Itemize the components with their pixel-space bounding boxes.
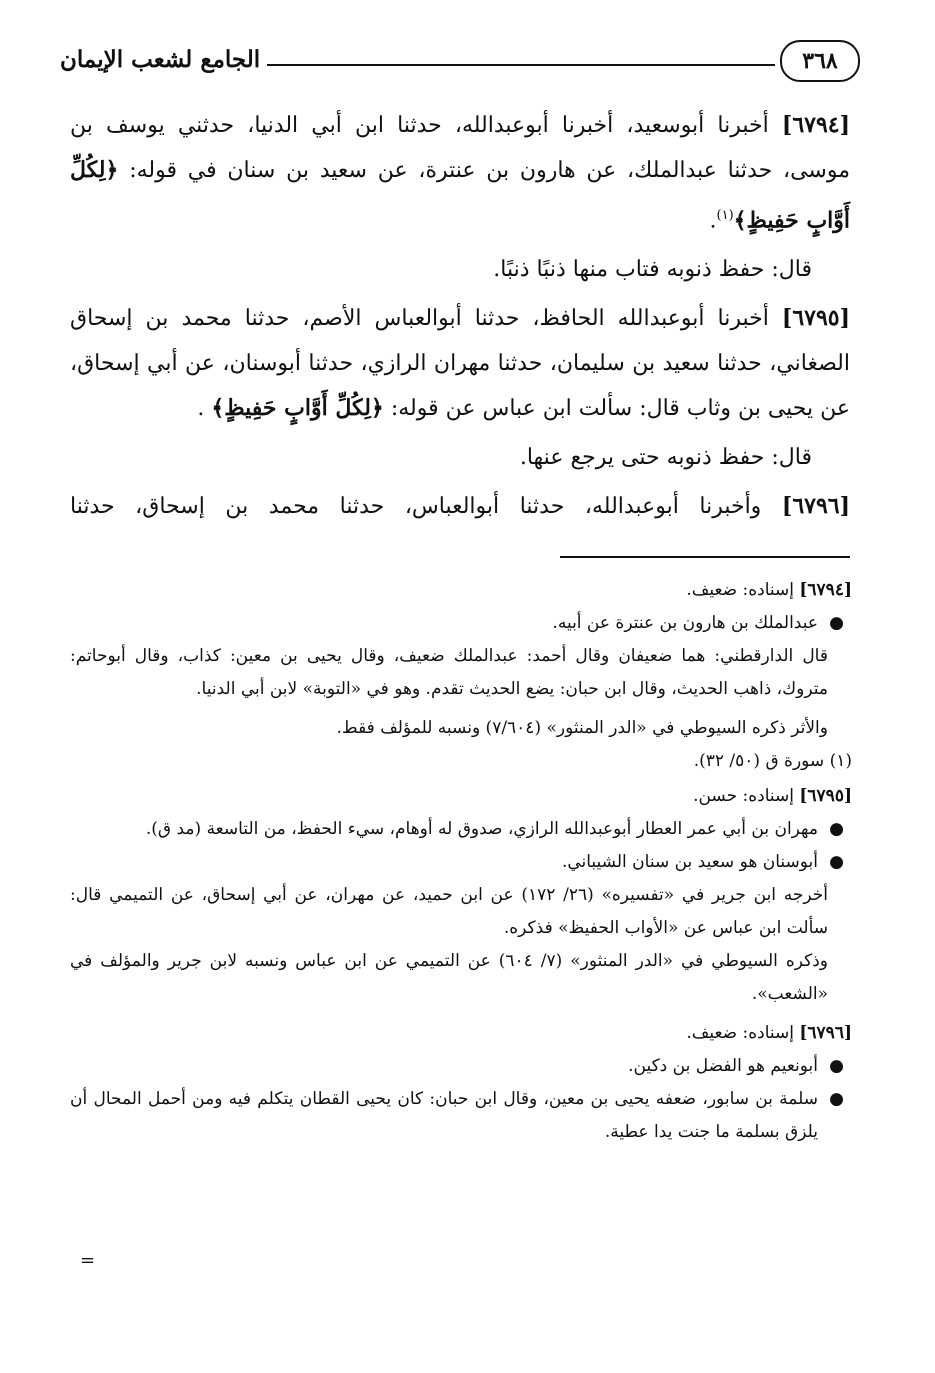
hadith-chain: أخبرنا أبوعبدالله الحافظ، حدثنا أبوالعباس الأصم، حدثنا محمد بن إسحاق الصغاني، حدثنا سعيد بن سليمان، حدثنا مهران الرازي، حدثنا أبوسنان، عن أبي إسحاق، عن يحيى بن وثاب قال: سألت ابن عباس عن قوله: xyxy=(70,306,850,422)
hadith-6795 xyxy=(70,296,850,431)
bullet-icon: ● xyxy=(829,1056,844,1076)
isnad-grade: إسناده: ضعيف. xyxy=(686,580,794,600)
bullet-icon: ● xyxy=(829,1089,844,1109)
header-rule xyxy=(267,64,775,66)
isnad-grade: إسناده: حسن. xyxy=(693,786,794,806)
page-number-badge: ٣٦٨ xyxy=(780,40,860,82)
bullet-text: مهران بن أبي عمر العطار أبوعبدالله الرازي، صدوق له أوهام، سيء الحفظ، من التاسعة (مد ق). xyxy=(145,819,818,839)
quran-verse: ﴿لِكُلِّ أَوَّابٍ حَفِيظٍ﴾ xyxy=(70,157,850,234)
hadith-6795-comment: قال: حفظ ذنوبه حتى يرجع عنها. xyxy=(519,445,812,471)
hadith-number: [٦٧٩٦] xyxy=(781,493,850,520)
hadith-6794 xyxy=(70,103,850,243)
footnote-ref: (١) xyxy=(716,208,734,223)
main-text xyxy=(70,103,850,533)
footnote-line: قال الدارقطني: هما ضعيفان وقال أحمد: عبدالملك ضعيف، وقال يحيى بن معين: كذاب، وقال أبوحاتم: متروك، ذاهب الحديث، وقال ابن حبان: يضع الحديث تقدم. وهو في «التوبة» لابن أبي الدنيا. xyxy=(70,646,828,699)
bullet-icon: ● xyxy=(829,852,844,872)
period: . xyxy=(709,208,717,234)
bullet-icon: ● xyxy=(829,819,844,839)
footnote-bullet xyxy=(70,846,852,879)
footnotes xyxy=(70,572,852,1149)
continuation-mark: = xyxy=(80,1250,96,1271)
hadith-6796 xyxy=(70,484,850,529)
hadith-chain: أخبرنا أبوسعيد، أخبرنا أبوعبدالله، حدثنا ابن أبي الدنيا، حدثني يوسف بن موسى، حدثنا عبدالملك، عن هارون بن عنترة، عن سعيد بن سنان في قوله: xyxy=(70,113,850,183)
footnote-heading xyxy=(70,1017,852,1050)
footnote-bullet xyxy=(70,1083,852,1149)
footnote-heading xyxy=(70,780,852,813)
bullet-text: أبوسنان هو سعيد بن سنان الشيباني. xyxy=(561,852,818,872)
period: . xyxy=(197,396,205,422)
bullet-text: عبدالملك بن هارون بن عنترة عن أبيه. xyxy=(552,613,818,633)
hadith-chain: وأخبرنا أبوعبدالله، حدثنا أبوالعباس، حدثنا محمد بن إسحاق، حدثنا xyxy=(70,494,762,520)
footnote-bullet xyxy=(70,607,852,640)
footnote-separator xyxy=(560,556,850,558)
footnote-number: [٦٧٩٤] xyxy=(799,580,852,600)
hadith-number: [٦٧٩٥] xyxy=(781,305,850,332)
footnote-heading xyxy=(70,574,852,607)
bullet-icon: ● xyxy=(829,613,844,633)
quran-verse: ﴿لِكُلِّ أَوَّابٍ حَفِيظٍ﴾ xyxy=(211,395,384,422)
bullet-text: أبونعيم هو الفضل بن دكين. xyxy=(628,1056,818,1076)
isnad-grade: إسناده: ضعيف. xyxy=(686,1023,794,1043)
footnote-note: (١) سورة ق (٥٠/ ٣٢). xyxy=(693,751,852,771)
page-header xyxy=(60,40,860,84)
footnote-line: أخرجه ابن جرير في «تفسيره» (٢٦/ ١٧٢) عن ابن حميد، عن مهران، عن أبي إسحاق، عن التميمي قال: سألت ابن عباس عن «الأواب الحفيظ» فذكره. xyxy=(70,885,828,938)
footnote-number: [٦٧٩٥] xyxy=(799,786,852,806)
hadith-6794-comment: قال: حفظ ذنوبه فتاب منها ذنبًا ذنبًا. xyxy=(493,257,812,283)
footnote-line: والأثر ذكره السيوطي في «الدر المنثور» (٧/٦٠٤) ونسبه للمؤلف فقط. xyxy=(336,718,828,738)
hadith-number: [٦٧٩٤] xyxy=(781,112,850,138)
footnote-bullet xyxy=(70,1050,852,1083)
running-title: الجامع لشعب الإيمان xyxy=(60,46,261,73)
bullet-text: سلمة بن سابور، ضعفه يحيى بن معين، وقال ابن حبان: كان يحيى القطان يتكلم فيه ومن أحمل المحال أن يلزق بسلمة ما جنت يدا عطية. xyxy=(70,1089,818,1142)
footnote-number: [٦٧٩٦] xyxy=(799,1023,852,1043)
footnote-bullet xyxy=(70,813,852,846)
footnote-line: وذكره السيوطي في «الدر المنثور» (٧/ ٦٠٤) عن التميمي عن ابن عباس ونسبه لابن جرير والمؤلف في «الشعب». xyxy=(70,951,828,1004)
